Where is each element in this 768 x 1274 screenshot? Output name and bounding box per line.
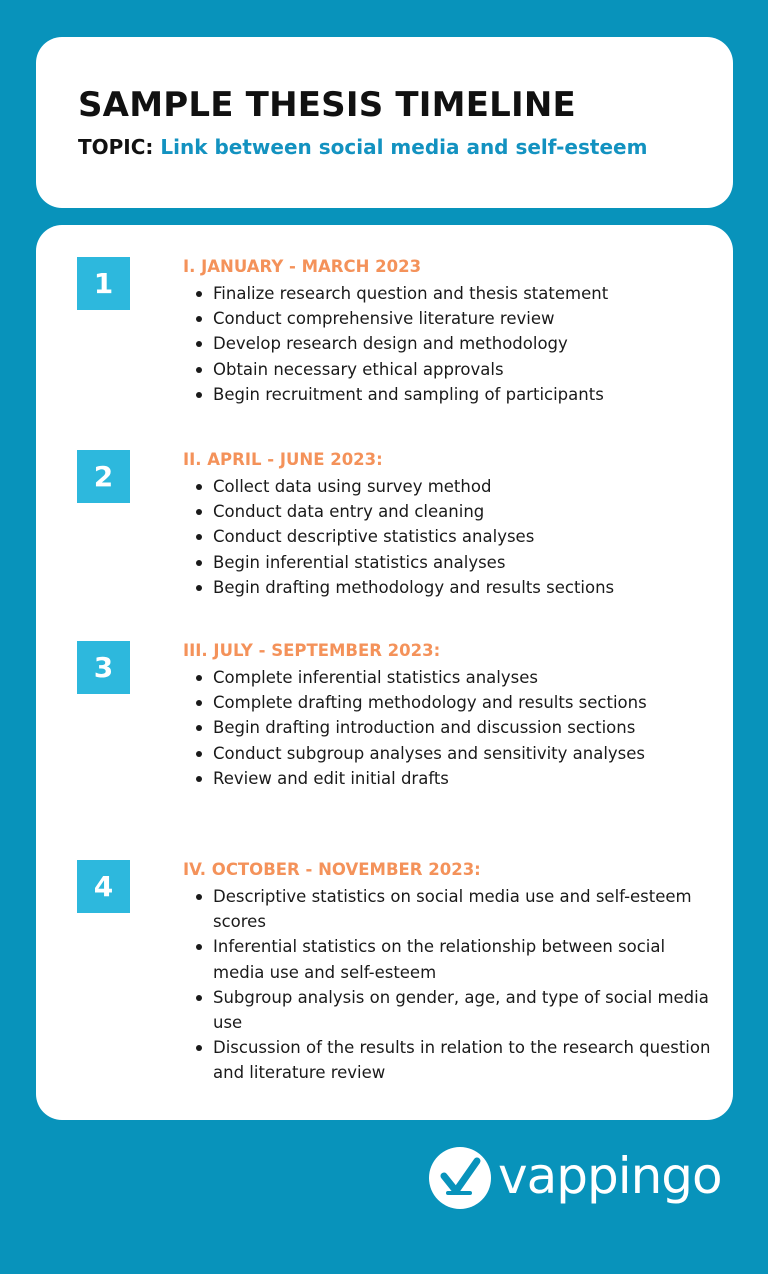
list-item: Begin recruitment and sampling of participants	[213, 382, 713, 407]
section-task-list	[213, 884, 713, 1086]
brand-name: vappingo	[498, 1147, 722, 1205]
list-item: Obtain necessary ethical approvals	[213, 357, 713, 382]
section-task-list	[213, 474, 713, 600]
page-title: SAMPLE THESIS TIMELINE	[78, 85, 576, 125]
list-item: Begin inferential statistics analyses	[213, 550, 713, 575]
topic-value: Link between social media and self-esteem	[160, 135, 648, 159]
section-title: I. JANUARY - MARCH 2023	[183, 257, 422, 276]
list-item: Begin drafting introduction and discussion sections	[213, 715, 713, 740]
list-item: Conduct subgroup analyses and sensitivity analyses	[213, 741, 713, 766]
section-number-badge: 3	[77, 641, 130, 694]
section-title: IV. OCTOBER - NOVEMBER 2023:	[183, 860, 481, 879]
list-item: Descriptive statistics on social media use and self-esteem scores	[213, 884, 713, 934]
list-item: Conduct comprehensive literature review	[213, 306, 713, 331]
timeline-card	[36, 225, 733, 1120]
list-item: Collect data using survey method	[213, 474, 713, 499]
section-task-list	[213, 281, 713, 407]
list-item: Begin drafting methodology and results sections	[213, 575, 713, 600]
list-item: Review and edit initial drafts	[213, 766, 713, 791]
section-task-list	[213, 665, 713, 791]
checkmark-circle-icon	[428, 1146, 492, 1210]
list-item: Develop research design and methodology	[213, 331, 713, 356]
list-item: Finalize research question and thesis statement	[213, 281, 713, 306]
section-number-badge: 4	[77, 860, 130, 913]
section-title: II. APRIL - JUNE 2023:	[183, 450, 383, 469]
topic-line	[78, 135, 647, 159]
list-item: Inferential statistics on the relationship between social media use and self-esteem	[213, 934, 713, 984]
list-item: Conduct descriptive statistics analyses	[213, 524, 713, 549]
list-item: Conduct data entry and cleaning	[213, 499, 713, 524]
list-item: Subgroup analysis on gender, age, and type of social media use	[213, 985, 713, 1035]
list-item: Complete inferential statistics analyses	[213, 665, 713, 690]
section-number-badge: 1	[77, 257, 130, 310]
section-title: III. JULY - SEPTEMBER 2023:	[183, 641, 441, 660]
section-number-badge: 2	[77, 450, 130, 503]
list-item: Complete drafting methodology and results sections	[213, 690, 713, 715]
list-item: Discussion of the results in relation to the research question and literature review	[213, 1035, 713, 1085]
header-card	[36, 37, 733, 208]
topic-label: TOPIC:	[78, 135, 154, 159]
brand-logo	[428, 1146, 738, 1212]
